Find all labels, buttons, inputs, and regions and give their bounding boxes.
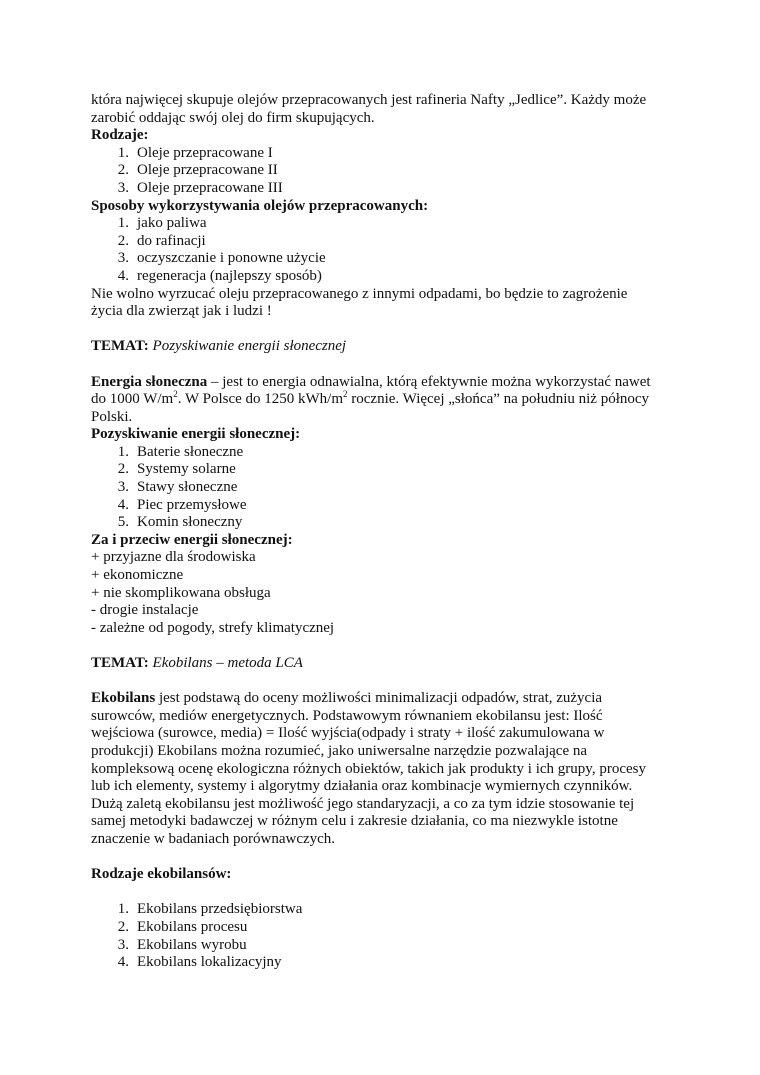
pro-con-line: + nie skomplikowana obsługa [91, 584, 271, 601]
list-item: 1. jako paliwa [117, 215, 207, 232]
rodzaje-heading: Rodzaje: [91, 127, 149, 144]
list-item: 2. do rafinacji [117, 232, 206, 249]
pozyskiwanie-list [91, 444, 681, 532]
rodzaje-eko-heading: Rodzaje ekobilansów: [91, 866, 232, 883]
energia-line-3: Polski. [91, 408, 133, 425]
pozyskiwanie-heading: Pozyskiwanie energii słonecznej: [91, 426, 301, 443]
warning-line-1: Nie wolno wyrzucać oleju przepracowanego z innymi odpadami, bo będzie to zagrożenie [91, 285, 628, 302]
ekobilans-line: Dużą zaletą ekobilansu jest możliwość jego standaryzacji, a co za tym idzie stosowanie tej [91, 795, 635, 812]
intro-line-2: zarobić oddając swój olej do firm skupujących. [91, 109, 375, 126]
list-item: 4. Piec przemysłowe [117, 496, 247, 513]
pro-con-line: - zależne od pogody, strefy klimatycznej [91, 619, 335, 636]
list-item: 2. Oleje przepracowane II [117, 162, 278, 179]
ekobilans-line: kompleksową ocenę ekologiczna różnych obiektów, takich jak produkty i ich grupy, procesy [91, 760, 646, 777]
ekobilans-line: samej metodyki badawczej w różnym celu i zakresie działania, co ma niezwykle istotne [91, 813, 618, 830]
list-item: 3. Oleje przepracowane III [117, 179, 283, 196]
warning-line-2: życia dla zwierząt jak i ludzi ! [91, 303, 272, 320]
list-item: 4. regeneracja (najlepszy sposób) [117, 267, 322, 284]
list-item: 2. Ekobilans procesu [117, 918, 248, 935]
energia-line-2: do 1000 $W/m^2$. W Polsce do 1250 kWh/$m^2$ rocznie. Więcej „słońca” na południu niż północy [91, 389, 650, 408]
temat-heading-2: TEMAT: Ekobilans – metoda LCA [91, 655, 303, 671]
list-item: 1. Baterie słoneczne [117, 443, 244, 460]
list-item: 3. Stawy słoneczne [117, 479, 238, 496]
ekobilans-line: surowców, mediów energetycznych. Podstawowym równaniem ekobilansu jest: Ilość [91, 707, 603, 724]
list-item: 5. Komin słoneczny [117, 514, 243, 531]
pro-con-line: + ekonomiczne [91, 567, 184, 584]
list-item: 1. Oleje przepracowane I [117, 144, 273, 161]
list-item: 3. Ekobilans wyrobu [117, 936, 247, 953]
list-item: 2. Systemy solarne [117, 461, 236, 478]
sposoby-list [91, 215, 681, 285]
list-item: 1. Ekobilans przedsiębiorstwa [117, 901, 303, 918]
rodzaje-eko-list [91, 901, 681, 971]
intro-line-1: która najwięcej skupuje olejów przepracowanych jest rafineria Nafty „Jedlice”. Każdy może [91, 92, 647, 108]
list-item: 4. Ekobilans lokalizacyjny [117, 954, 282, 971]
zaprzeciw-heading: Za i przeciw energii słonecznej: [91, 531, 293, 548]
ekobilans-line: produkcji) Ekobilans można rozumieć, jako uniwersalne narzędzie pozwalające na [91, 742, 588, 759]
rodzaje-list [91, 145, 681, 198]
list-item: 3. oczyszczanie i ponowne użycie [117, 250, 326, 267]
ekobilans-line: wejściowa (surowce, media) = Ilość wyjścia(odpady i straty + ilość zakumulowana w [91, 725, 605, 742]
sposoby-heading: Sposoby wykorzystywania olejów przepracowanych: [91, 197, 429, 214]
temat-heading-1: TEMAT: Pozyskiwanie energii słonecznej [91, 338, 347, 355]
ekobilans-line: lub ich elementy, systemy i algorytmy działania oraz kombinacje wymiernych czynników. [91, 778, 633, 795]
ekobilans-line: znaczenie w badaniach porównawczych. [91, 830, 336, 847]
energia-line-1: Energia słoneczna – jest to energia odnawialna, którą efektywnie można wykorzystać nawet [91, 373, 651, 390]
pro-con-line: - drogie instalacje [91, 602, 199, 619]
document-page [91, 92, 681, 972]
ekobilans-line-1: Ekobilans jest podstawą do oceny możliwości minimalizacji odpadów, strat, zużycia [91, 690, 603, 707]
pro-con-line: + przyjazne dla środowiska [91, 549, 256, 566]
